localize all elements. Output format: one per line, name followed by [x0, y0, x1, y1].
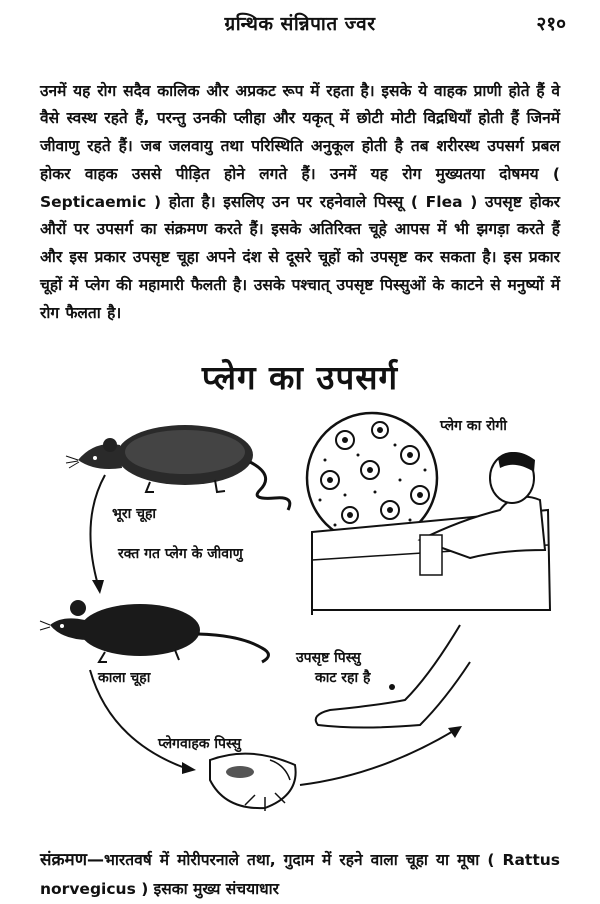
page-header — [0, 10, 600, 42]
page-number: २१० — [536, 13, 566, 35]
label-plague-patient: प्लेग का रोगी — [440, 418, 507, 434]
footer-paragraph — [40, 846, 560, 904]
brown-rat-drawing — [66, 425, 290, 510]
footer-term: संक्रमण— — [40, 849, 105, 870]
black-rat-drawing — [40, 600, 269, 662]
body-paragraph: उनमें यह रोग सदैव कालिक और अप्रकट रूप में रहता है। इसके ये वाहक प्राणी होते हैं वे वैसे स्वस्थ रहते हैं, परन्तु उनकी प्लीहा और यकृत् में छोटी मोटी विद्रधियाँ होती हैं जिनमें जीवाणु रहते हैं। जब जलवायु तथा परिस्थिति अनुकूल होती है तब शरीरस्थ उपसर्ग प्रबल होकर वाहक उससे पीड़ित होने लगते हैं। उनमें यह रोग मुख्यतया दोषमय ( Septicaemic ) होता है। इसलिए उन पर रहनेवाले पिस्सू ( Flea ) उपसृष्ट होकर औरों पर उपसर्ग का संक्रमण करते हैं। इसके अतिरिक्त चूहे आपस में भी झगड़ा करते हैं और इस प्रकार उपसृष्ट चूहा अपने दंश से दूसरे चूहों को उपसृष्ट कर सकता है। इस प्रकार चूहों में प्लेग की महामारी फैलती है। उसके पश्चात् उपसृष्ट पिस्सुओं के काटने से मनुष्यों में रोग फैलता है। — [40, 81, 560, 322]
illustration-title: प्लेग का उपसर्ग — [201, 358, 399, 397]
flea-drawing — [210, 754, 296, 811]
label-blood-bacteria: रक्त गत प्लेग के जीवाणु — [118, 546, 243, 562]
label-infected-flea-line2: काट रहा है — [315, 670, 371, 686]
label-plague-carrier-flea: प्लेगवाहक पिस्सु — [158, 736, 242, 752]
plague-transmission-illustration — [0, 400, 600, 820]
label-brown-rat: भूरा चूहा — [112, 506, 157, 522]
label-black-rat: काला चूहा — [98, 670, 151, 686]
label-infected-flea-line1: उपसृष्ट पिस्सु — [296, 650, 361, 666]
running-title: ग्रन्थिक संन्निपात ज्वर — [224, 13, 376, 35]
footer-body: भारतवर्ष में मोरीपरनाले तथा, गुदाम में रहने वाला चूहा या मूषा ( Rattus norvegicus ) इसका मुख्य संचयाधार — [40, 850, 560, 898]
